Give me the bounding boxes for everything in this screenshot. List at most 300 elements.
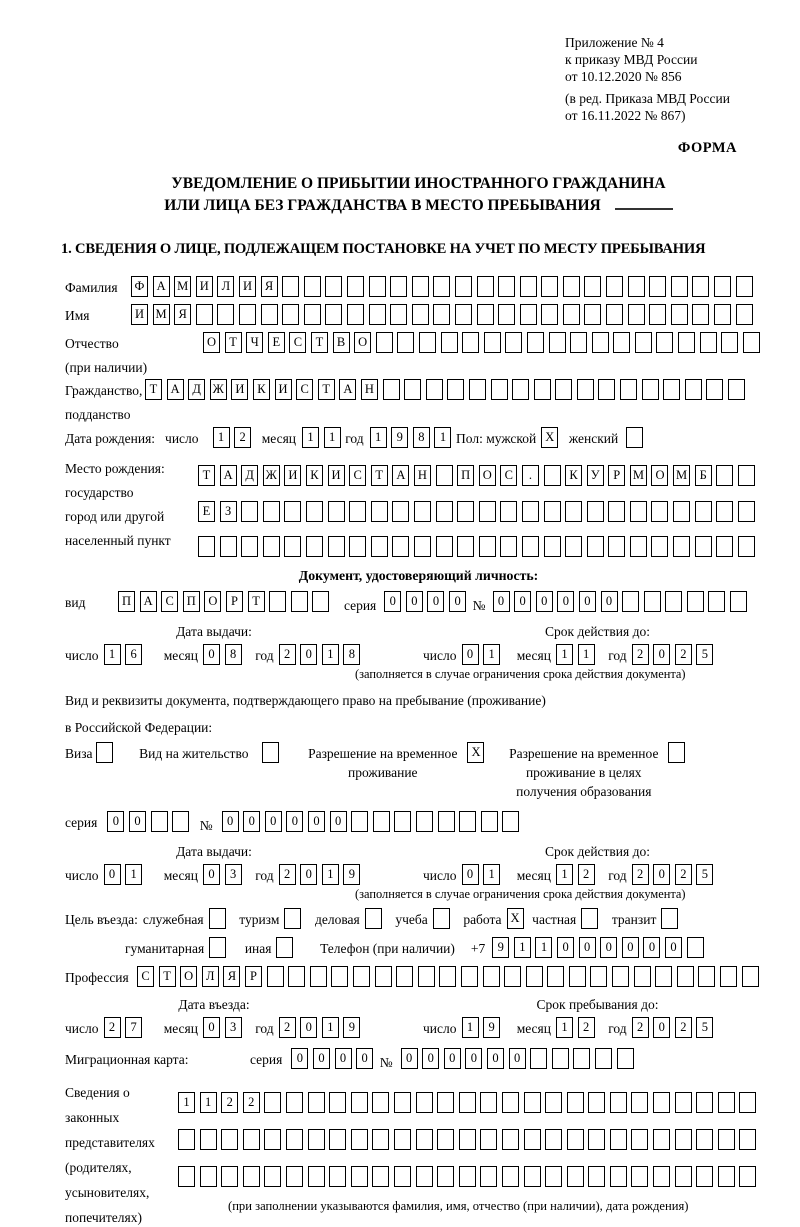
- migration-number-cell-8[interactable]: [552, 1048, 569, 1069]
- representatives-line3-cell-19[interactable]: [567, 1166, 584, 1187]
- given-name-cell-25[interactable]: [649, 304, 666, 325]
- phone-number-cell-5[interactable]: 0: [579, 937, 596, 958]
- representatives-line3-cell-22[interactable]: [631, 1166, 648, 1187]
- representatives-line2-cell-2[interactable]: [200, 1129, 217, 1150]
- permit-valid-day-cell-1[interactable]: 0: [462, 864, 479, 885]
- migration-number-cell-6[interactable]: 0: [509, 1048, 526, 1069]
- permit-number-cell-10[interactable]: [416, 811, 433, 832]
- permit-number-cell-9[interactable]: [394, 811, 411, 832]
- migration-number-cell-11[interactable]: [617, 1048, 634, 1069]
- sex-male-checkbox-cell-1[interactable]: X: [541, 427, 558, 448]
- surname-cell-18[interactable]: [498, 276, 515, 297]
- surname-cell-20[interactable]: [541, 276, 558, 297]
- birth-day-cell-2[interactable]: 2: [234, 427, 251, 448]
- given-name-cell-9[interactable]: [304, 304, 321, 325]
- birth-place-line1-cell-26[interactable]: [738, 465, 755, 486]
- representatives-line2-cell-13[interactable]: [437, 1129, 454, 1150]
- citizenship-cell-16[interactable]: [469, 379, 486, 400]
- doc-number-cell-7[interactable]: [622, 591, 639, 612]
- birth-place-line2-cell-26[interactable]: [738, 501, 755, 522]
- entry-month-cell-1[interactable]: 0: [203, 1017, 220, 1038]
- profession-cell-29[interactable]: [742, 966, 759, 987]
- given-name-cell-23[interactable]: [606, 304, 623, 325]
- purpose-work-checkbox-cell-1[interactable]: X: [507, 908, 524, 929]
- entry-year-cell-1[interactable]: 2: [279, 1017, 296, 1038]
- given-name-cell-11[interactable]: [347, 304, 364, 325]
- birth-place-line2-cell-15[interactable]: [500, 501, 517, 522]
- permit-valid-year-cell-4[interactable]: 5: [696, 864, 713, 885]
- given-name-cell-29[interactable]: [736, 304, 753, 325]
- representatives-line1-cell-4[interactable]: 2: [243, 1092, 260, 1113]
- birth-place-line2-cell-17[interactable]: [544, 501, 561, 522]
- profession-cell-17[interactable]: [483, 966, 500, 987]
- birth-place-line1-cell-5[interactable]: И: [284, 465, 301, 486]
- citizenship-cell-10[interactable]: А: [339, 379, 356, 400]
- given-name-cell-3[interactable]: Я: [174, 304, 191, 325]
- phone-number-cell-9[interactable]: 0: [665, 937, 682, 958]
- purpose-official-checkbox-cell-1[interactable]: [209, 908, 226, 929]
- profession-cell-15[interactable]: [439, 966, 456, 987]
- representatives-line1-cell-12[interactable]: [416, 1092, 433, 1113]
- birth-place-line1-cell-10[interactable]: А: [392, 465, 409, 486]
- doc-kind-cell-1[interactable]: П: [118, 591, 135, 612]
- profession-cell-18[interactable]: [504, 966, 521, 987]
- birth-place-line2-cell-8[interactable]: [349, 501, 366, 522]
- representatives-line2-cell-14[interactable]: [459, 1129, 476, 1150]
- permit-number-cell-8[interactable]: [373, 811, 390, 832]
- profession-cell-8[interactable]: [288, 966, 305, 987]
- permit-number-cell-2[interactable]: 0: [243, 811, 260, 832]
- profession-cell-20[interactable]: [547, 966, 564, 987]
- birth-place-line1-cell-13[interactable]: П: [457, 465, 474, 486]
- representatives-line3-cell-3[interactable]: [221, 1166, 238, 1187]
- birth-place-line1-cell-8[interactable]: С: [349, 465, 366, 486]
- given-name-cell-1[interactable]: И: [131, 304, 148, 325]
- permit-valid-year-cell-1[interactable]: 2: [632, 864, 649, 885]
- representatives-line2-cell-12[interactable]: [416, 1129, 433, 1150]
- profession-cell-2[interactable]: Т: [159, 966, 176, 987]
- migration-number-cell-5[interactable]: 0: [487, 1048, 504, 1069]
- representatives-line3-cell-9[interactable]: [351, 1166, 368, 1187]
- birth-place-line2-cell-24[interactable]: [695, 501, 712, 522]
- birth-place-line2-cell-11[interactable]: [414, 501, 431, 522]
- citizenship-cell-2[interactable]: А: [167, 379, 184, 400]
- entry-year-cell-4[interactable]: 9: [343, 1017, 360, 1038]
- representatives-line1-cell-19[interactable]: [567, 1092, 584, 1113]
- patronymic-cell-1[interactable]: О: [203, 332, 220, 353]
- valid-year-cell-4[interactable]: 5: [696, 644, 713, 665]
- representatives-line2-cell-19[interactable]: [567, 1129, 584, 1150]
- patronymic-cell-18[interactable]: [570, 332, 587, 353]
- representatives-line1-cell-5[interactable]: [264, 1092, 281, 1113]
- patronymic-cell-19[interactable]: [592, 332, 609, 353]
- permit-issue-year-cell-2[interactable]: 0: [300, 864, 317, 885]
- residence-permit-checkbox-cell-1[interactable]: [262, 742, 279, 763]
- representatives-line1-cell-17[interactable]: [524, 1092, 541, 1113]
- citizenship-cell-18[interactable]: [512, 379, 529, 400]
- surname-cell-7[interactable]: Я: [261, 276, 278, 297]
- birth-place-line1-cell-25[interactable]: [716, 465, 733, 486]
- birth-place-line3-cell-25[interactable]: [716, 536, 733, 557]
- patronymic-cell-2[interactable]: Т: [225, 332, 242, 353]
- birth-place-line1-cell-15[interactable]: С: [500, 465, 517, 486]
- stay-month-cell-1[interactable]: 1: [556, 1017, 573, 1038]
- profession-cell-4[interactable]: Л: [202, 966, 219, 987]
- birth-place-line3-cell-7[interactable]: [328, 536, 345, 557]
- surname-cell-4[interactable]: И: [196, 276, 213, 297]
- given-name-cell-24[interactable]: [628, 304, 645, 325]
- representatives-line3-cell-23[interactable]: [653, 1166, 670, 1187]
- purpose-private-checkbox-cell-1[interactable]: [581, 908, 598, 929]
- stay-year-cell-3[interactable]: 2: [675, 1017, 692, 1038]
- representatives-line2-cell-22[interactable]: [631, 1129, 648, 1150]
- birth-place-line3-cell-11[interactable]: [414, 536, 431, 557]
- purpose-business-checkbox-cell-1[interactable]: [365, 908, 382, 929]
- patronymic-cell-8[interactable]: О: [354, 332, 371, 353]
- migration-series-cell-2[interactable]: 0: [313, 1048, 330, 1069]
- birth-place-line2-cell-9[interactable]: [371, 501, 388, 522]
- surname-cell-9[interactable]: [304, 276, 321, 297]
- phone-number-cell-8[interactable]: 0: [643, 937, 660, 958]
- permit-issue-month-cell-2[interactable]: 3: [225, 864, 242, 885]
- birth-year-cell-4[interactable]: 1: [434, 427, 451, 448]
- given-name-cell-4[interactable]: [196, 304, 213, 325]
- representatives-line3-cell-14[interactable]: [459, 1166, 476, 1187]
- permit-issue-year-cell-1[interactable]: 2: [279, 864, 296, 885]
- birth-month-cell-2[interactable]: 1: [324, 427, 341, 448]
- doc-kind-cell-4[interactable]: П: [183, 591, 200, 612]
- valid-year-cell-1[interactable]: 2: [632, 644, 649, 665]
- permit-issue-year-cell-3[interactable]: 1: [322, 864, 339, 885]
- stay-month-cell-2[interactable]: 2: [578, 1017, 595, 1038]
- valid-day-cell-2[interactable]: 1: [483, 644, 500, 665]
- purpose-transit-checkbox-cell-1[interactable]: [661, 908, 678, 929]
- migration-number-cell-7[interactable]: [530, 1048, 547, 1069]
- temp-permit-checkbox-cell-1[interactable]: X: [467, 742, 484, 763]
- birth-place-line2-cell-19[interactable]: [587, 501, 604, 522]
- representatives-line1-cell-20[interactable]: [588, 1092, 605, 1113]
- birth-place-line2-cell-10[interactable]: [392, 501, 409, 522]
- representatives-line3-cell-20[interactable]: [588, 1166, 605, 1187]
- issue-year-cell-1[interactable]: 2: [279, 644, 296, 665]
- representatives-line1-cell-26[interactable]: [718, 1092, 735, 1113]
- representatives-line2-cell-4[interactable]: [243, 1129, 260, 1150]
- permit-number-cell-13[interactable]: [481, 811, 498, 832]
- permit-number-cell-3[interactable]: 0: [265, 811, 282, 832]
- permit-issue-year-cell-4[interactable]: 9: [343, 864, 360, 885]
- birth-place-line2-cell-2[interactable]: З: [220, 501, 237, 522]
- citizenship-cell-12[interactable]: [383, 379, 400, 400]
- birth-place-line1-cell-23[interactable]: М: [673, 465, 690, 486]
- surname-cell-6[interactable]: И: [239, 276, 256, 297]
- citizenship-cell-8[interactable]: С: [296, 379, 313, 400]
- birth-place-line2-cell-4[interactable]: [263, 501, 280, 522]
- given-name-cell-5[interactable]: [217, 304, 234, 325]
- permit-number-cell-5[interactable]: 0: [308, 811, 325, 832]
- doc-number-cell-5[interactable]: 0: [579, 591, 596, 612]
- birth-place-line1-cell-17[interactable]: [544, 465, 561, 486]
- profession-cell-13[interactable]: [396, 966, 413, 987]
- patronymic-cell-21[interactable]: [635, 332, 652, 353]
- surname-cell-15[interactable]: [433, 276, 450, 297]
- birth-place-line1-cell-6[interactable]: К: [306, 465, 323, 486]
- birth-place-line2-cell-6[interactable]: [306, 501, 323, 522]
- representatives-line3-cell-13[interactable]: [437, 1166, 454, 1187]
- issue-year-cell-3[interactable]: 1: [322, 644, 339, 665]
- representatives-line1-cell-21[interactable]: [610, 1092, 627, 1113]
- migration-number-cell-4[interactable]: 0: [465, 1048, 482, 1069]
- patronymic-cell-20[interactable]: [613, 332, 630, 353]
- permit-issue-month-cell-1[interactable]: 0: [203, 864, 220, 885]
- doc-number-cell-11[interactable]: [708, 591, 725, 612]
- surname-cell-1[interactable]: Ф: [131, 276, 148, 297]
- given-name-cell-2[interactable]: М: [153, 304, 170, 325]
- permit-number-cell-1[interactable]: 0: [222, 811, 239, 832]
- representatives-line2-cell-15[interactable]: [480, 1129, 497, 1150]
- migration-number-cell-10[interactable]: [595, 1048, 612, 1069]
- representatives-line2-cell-6[interactable]: [286, 1129, 303, 1150]
- surname-cell-26[interactable]: [671, 276, 688, 297]
- profession-cell-16[interactable]: [461, 966, 478, 987]
- given-name-cell-8[interactable]: [282, 304, 299, 325]
- surname-cell-5[interactable]: Л: [217, 276, 234, 297]
- birth-place-line3-cell-13[interactable]: [457, 536, 474, 557]
- representatives-line2-cell-24[interactable]: [675, 1129, 692, 1150]
- surname-cell-13[interactable]: [390, 276, 407, 297]
- birth-place-line2-cell-21[interactable]: [630, 501, 647, 522]
- permit-number-cell-14[interactable]: [502, 811, 519, 832]
- representatives-line1-cell-25[interactable]: [696, 1092, 713, 1113]
- permit-issue-day-cell-2[interactable]: 1: [125, 864, 142, 885]
- birth-place-line1-cell-2[interactable]: А: [220, 465, 237, 486]
- citizenship-cell-13[interactable]: [404, 379, 421, 400]
- patronymic-cell-17[interactable]: [549, 332, 566, 353]
- profession-cell-28[interactable]: [720, 966, 737, 987]
- edu-permit-checkbox-cell-1[interactable]: [668, 742, 685, 763]
- phone-number-cell-1[interactable]: 9: [492, 937, 509, 958]
- birth-place-line2-cell-20[interactable]: [608, 501, 625, 522]
- birth-place-line2-cell-18[interactable]: [565, 501, 582, 522]
- representatives-line3-cell-21[interactable]: [610, 1166, 627, 1187]
- representatives-line2-cell-16[interactable]: [502, 1129, 519, 1150]
- permit-valid-year-cell-3[interactable]: 2: [675, 864, 692, 885]
- representatives-line2-cell-26[interactable]: [718, 1129, 735, 1150]
- issue-month-cell-2[interactable]: 8: [225, 644, 242, 665]
- migration-series-cell-3[interactable]: 0: [335, 1048, 352, 1069]
- given-name-cell-6[interactable]: [239, 304, 256, 325]
- birth-place-line3-cell-6[interactable]: [306, 536, 323, 557]
- representatives-line2-cell-27[interactable]: [739, 1129, 756, 1150]
- valid-month-cell-1[interactable]: 1: [556, 644, 573, 665]
- birth-place-line3-cell-14[interactable]: [479, 536, 496, 557]
- birth-place-line1-cell-12[interactable]: [436, 465, 453, 486]
- given-name-cell-10[interactable]: [325, 304, 342, 325]
- representatives-line3-cell-4[interactable]: [243, 1166, 260, 1187]
- birth-place-line3-cell-17[interactable]: [544, 536, 561, 557]
- surname-cell-3[interactable]: М: [174, 276, 191, 297]
- representatives-line2-cell-10[interactable]: [372, 1129, 389, 1150]
- doc-kind-cell-6[interactable]: Р: [226, 591, 243, 612]
- migration-number-cell-1[interactable]: 0: [401, 1048, 418, 1069]
- birth-place-line2-cell-12[interactable]: [436, 501, 453, 522]
- representatives-line1-cell-10[interactable]: [372, 1092, 389, 1113]
- birth-place-line1-cell-9[interactable]: Т: [371, 465, 388, 486]
- citizenship-cell-4[interactable]: Ж: [210, 379, 227, 400]
- issue-day-cell-1[interactable]: 1: [104, 644, 121, 665]
- given-name-cell-12[interactable]: [369, 304, 386, 325]
- birth-place-line3-cell-12[interactable]: [436, 536, 453, 557]
- birth-place-line3-cell-10[interactable]: [392, 536, 409, 557]
- birth-place-line2-cell-14[interactable]: [479, 501, 496, 522]
- patronymic-cell-10[interactable]: [397, 332, 414, 353]
- birth-place-line2-cell-1[interactable]: Е: [198, 501, 215, 522]
- patronymic-cell-24[interactable]: [700, 332, 717, 353]
- entry-day-cell-2[interactable]: 7: [125, 1017, 142, 1038]
- birth-place-line3-cell-16[interactable]: [522, 536, 539, 557]
- profession-cell-3[interactable]: О: [180, 966, 197, 987]
- surname-cell-8[interactable]: [282, 276, 299, 297]
- stay-day-cell-1[interactable]: 1: [462, 1017, 479, 1038]
- representatives-line1-cell-27[interactable]: [739, 1092, 756, 1113]
- citizenship-cell-1[interactable]: Т: [145, 379, 162, 400]
- representatives-line1-cell-7[interactable]: [308, 1092, 325, 1113]
- citizenship-cell-28[interactable]: [728, 379, 745, 400]
- permit-series-cell-4[interactable]: [172, 811, 189, 832]
- profession-cell-10[interactable]: [331, 966, 348, 987]
- representatives-line3-cell-1[interactable]: [178, 1166, 195, 1187]
- doc-kind-cell-10[interactable]: [312, 591, 329, 612]
- purpose-other-checkbox-cell-1[interactable]: [276, 937, 293, 958]
- given-name-cell-15[interactable]: [433, 304, 450, 325]
- patronymic-cell-14[interactable]: [484, 332, 501, 353]
- representatives-line3-cell-7[interactable]: [308, 1166, 325, 1187]
- birth-place-line3-cell-4[interactable]: [263, 536, 280, 557]
- birth-place-line2-cell-23[interactable]: [673, 501, 690, 522]
- given-name-cell-21[interactable]: [563, 304, 580, 325]
- given-name-cell-28[interactable]: [714, 304, 731, 325]
- representatives-line1-cell-13[interactable]: [437, 1092, 454, 1113]
- representatives-line3-cell-2[interactable]: [200, 1166, 217, 1187]
- representatives-line1-cell-15[interactable]: [480, 1092, 497, 1113]
- citizenship-cell-21[interactable]: [577, 379, 594, 400]
- profession-cell-19[interactable]: [526, 966, 543, 987]
- representatives-line1-cell-3[interactable]: 2: [221, 1092, 238, 1113]
- representatives-line2-cell-5[interactable]: [264, 1129, 281, 1150]
- permit-series-cell-1[interactable]: 0: [107, 811, 124, 832]
- birth-place-line1-cell-11[interactable]: Н: [414, 465, 431, 486]
- doc-number-cell-8[interactable]: [644, 591, 661, 612]
- birth-place-line3-cell-18[interactable]: [565, 536, 582, 557]
- representatives-line2-cell-23[interactable]: [653, 1129, 670, 1150]
- entry-month-cell-2[interactable]: 3: [225, 1017, 242, 1038]
- citizenship-cell-19[interactable]: [534, 379, 551, 400]
- citizenship-cell-11[interactable]: Н: [361, 379, 378, 400]
- profession-cell-7[interactable]: [267, 966, 284, 987]
- surname-cell-2[interactable]: А: [153, 276, 170, 297]
- birth-place-line3-cell-15[interactable]: [500, 536, 517, 557]
- birth-year-cell-1[interactable]: 1: [370, 427, 387, 448]
- patronymic-cell-4[interactable]: Е: [268, 332, 285, 353]
- representatives-line2-cell-17[interactable]: [524, 1129, 541, 1150]
- representatives-line1-cell-14[interactable]: [459, 1092, 476, 1113]
- citizenship-cell-20[interactable]: [555, 379, 572, 400]
- patronymic-cell-22[interactable]: [656, 332, 673, 353]
- doc-kind-cell-7[interactable]: Т: [248, 591, 265, 612]
- permit-number-cell-12[interactable]: [459, 811, 476, 832]
- representatives-line1-cell-22[interactable]: [631, 1092, 648, 1113]
- doc-series-cell-4[interactable]: 0: [449, 591, 466, 612]
- birth-place-line2-cell-5[interactable]: [284, 501, 301, 522]
- title-blank-line[interactable]: [615, 208, 673, 210]
- phone-number-cell-4[interactable]: 0: [557, 937, 574, 958]
- migration-number-cell-9[interactable]: [573, 1048, 590, 1069]
- given-name-cell-16[interactable]: [455, 304, 472, 325]
- stay-day-cell-2[interactable]: 9: [483, 1017, 500, 1038]
- profession-cell-5[interactable]: Я: [223, 966, 240, 987]
- representatives-line2-cell-21[interactable]: [610, 1129, 627, 1150]
- birth-place-line1-cell-21[interactable]: М: [630, 465, 647, 486]
- citizenship-cell-3[interactable]: Д: [188, 379, 205, 400]
- birth-place-line2-cell-3[interactable]: [241, 501, 258, 522]
- valid-day-cell-1[interactable]: 0: [462, 644, 479, 665]
- stay-year-cell-1[interactable]: 2: [632, 1017, 649, 1038]
- representatives-line2-cell-11[interactable]: [394, 1129, 411, 1150]
- migration-number-cell-2[interactable]: 0: [422, 1048, 439, 1069]
- permit-number-cell-6[interactable]: 0: [330, 811, 347, 832]
- permit-issue-day-cell-1[interactable]: 0: [104, 864, 121, 885]
- surname-cell-28[interactable]: [714, 276, 731, 297]
- patronymic-cell-7[interactable]: В: [333, 332, 350, 353]
- doc-kind-cell-8[interactable]: [269, 591, 286, 612]
- representatives-line3-cell-6[interactable]: [286, 1166, 303, 1187]
- purpose-humanitarian-checkbox-cell-1[interactable]: [209, 937, 226, 958]
- representatives-line1-cell-2[interactable]: 1: [200, 1092, 217, 1113]
- birth-place-line1-cell-19[interactable]: У: [587, 465, 604, 486]
- birth-place-line1-cell-22[interactable]: О: [651, 465, 668, 486]
- patronymic-cell-25[interactable]: [721, 332, 738, 353]
- birth-place-line3-cell-8[interactable]: [349, 536, 366, 557]
- surname-cell-27[interactable]: [692, 276, 709, 297]
- phone-number-cell-3[interactable]: 1: [535, 937, 552, 958]
- profession-cell-27[interactable]: [698, 966, 715, 987]
- phone-number-cell-2[interactable]: 1: [514, 937, 531, 958]
- birth-place-line1-cell-24[interactable]: Б: [695, 465, 712, 486]
- valid-month-cell-2[interactable]: 1: [578, 644, 595, 665]
- visa-checkbox-cell-1[interactable]: [96, 742, 113, 763]
- phone-number-cell-6[interactable]: 0: [600, 937, 617, 958]
- issue-day-cell-2[interactable]: 6: [125, 644, 142, 665]
- representatives-line1-cell-9[interactable]: [351, 1092, 368, 1113]
- representatives-line1-cell-24[interactable]: [675, 1092, 692, 1113]
- permit-number-cell-4[interactable]: 0: [286, 811, 303, 832]
- surname-cell-24[interactable]: [628, 276, 645, 297]
- representatives-line3-cell-10[interactable]: [372, 1166, 389, 1187]
- valid-year-cell-3[interactable]: 2: [675, 644, 692, 665]
- permit-series-cell-2[interactable]: 0: [129, 811, 146, 832]
- birth-place-line2-cell-7[interactable]: [328, 501, 345, 522]
- profession-cell-24[interactable]: [634, 966, 651, 987]
- migration-number-cell-3[interactable]: 0: [444, 1048, 461, 1069]
- purpose-tourism-checkbox-cell-1[interactable]: [284, 908, 301, 929]
- representatives-line3-cell-18[interactable]: [545, 1166, 562, 1187]
- profession-cell-6[interactable]: Р: [245, 966, 262, 987]
- birth-day-cell-1[interactable]: 1: [213, 427, 230, 448]
- birth-place-line3-cell-21[interactable]: [630, 536, 647, 557]
- surname-cell-12[interactable]: [369, 276, 386, 297]
- doc-kind-cell-9[interactable]: [291, 591, 308, 612]
- patronymic-cell-13[interactable]: [462, 332, 479, 353]
- doc-number-cell-10[interactable]: [687, 591, 704, 612]
